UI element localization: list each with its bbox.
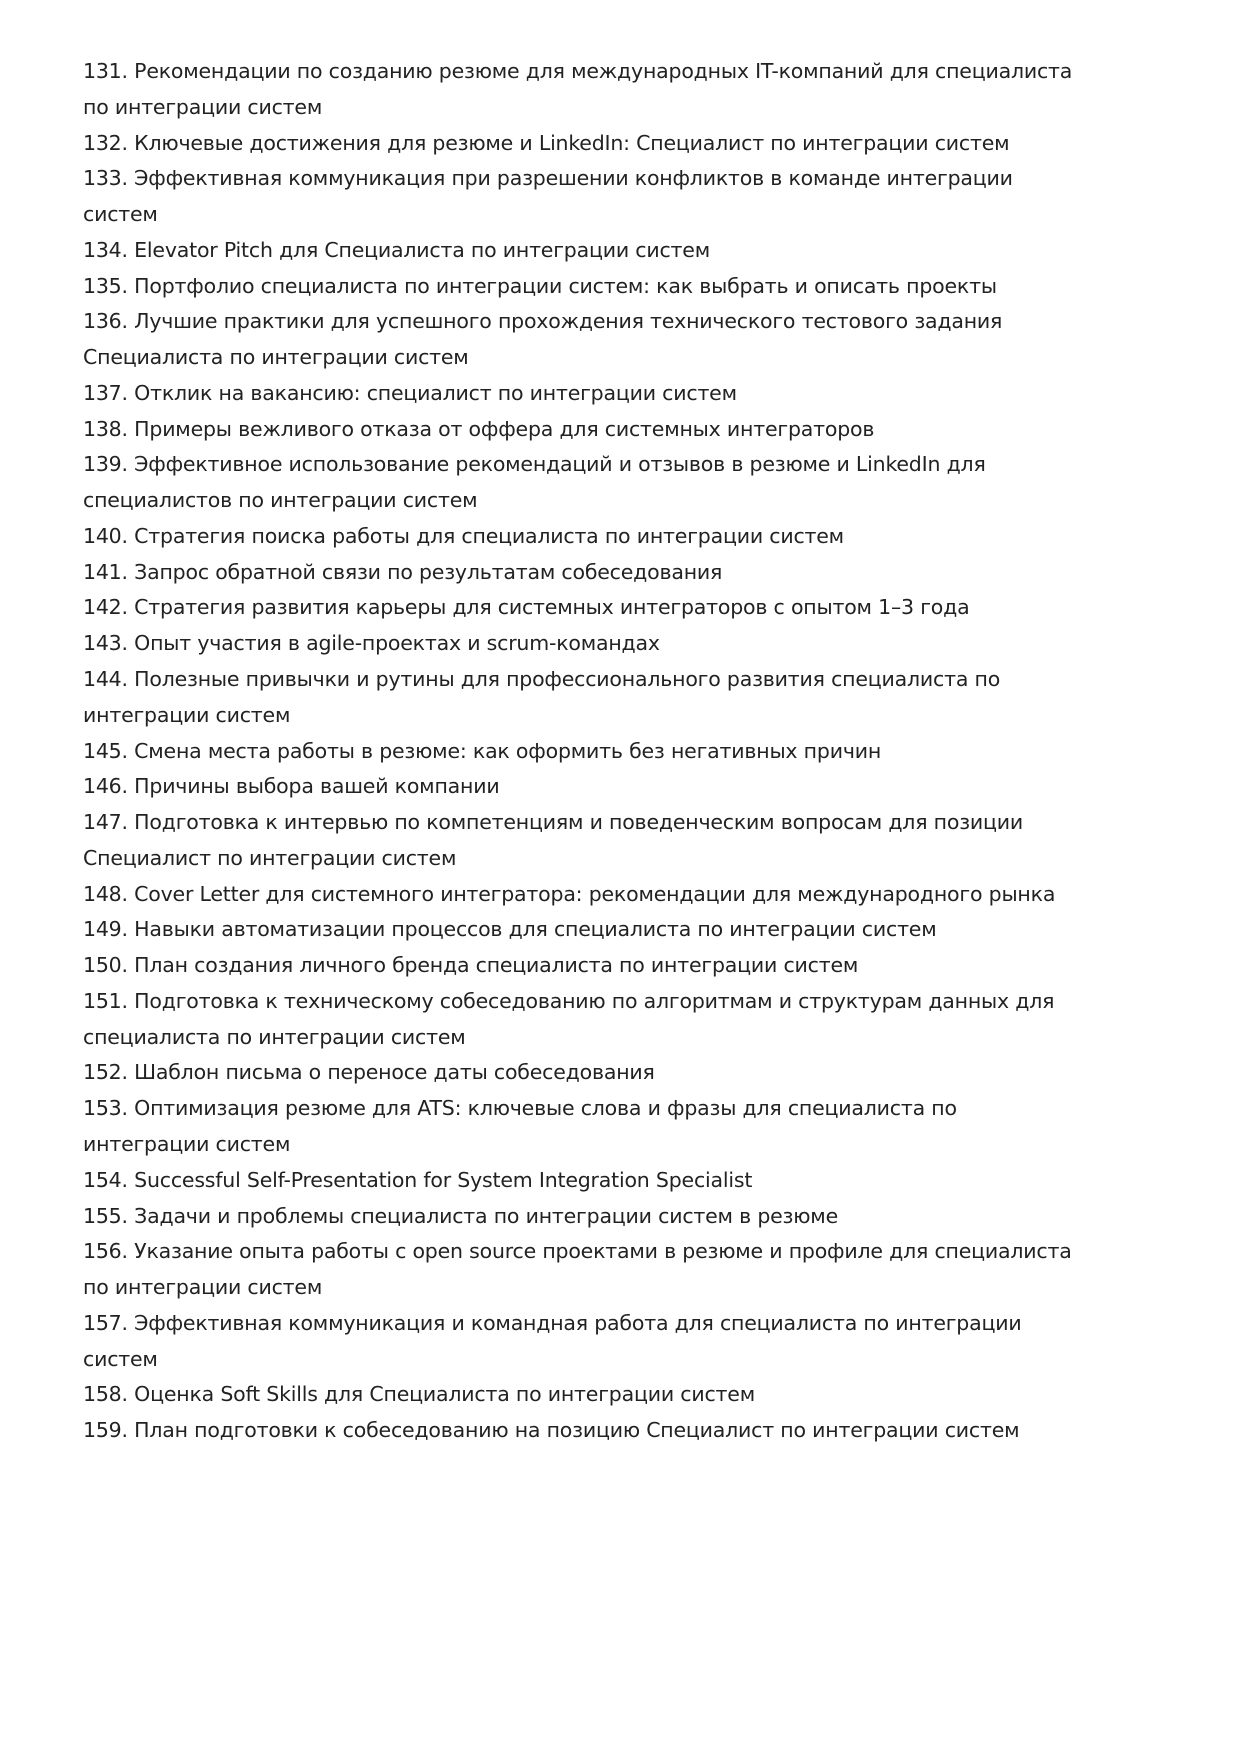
list-item (83, 769, 1183, 805)
list-item-line: 149. Навыки автоматизации процессов для специалиста по интеграции систем (83, 917, 937, 942)
list-item-line: 139. Эффективное использование рекомендаций и отзывов в резюме и LinkedIn для (83, 452, 986, 477)
list-item-line: 150. План создания личного бренда специалиста по интеграции систем (83, 953, 859, 978)
list-item (83, 984, 1183, 1056)
list-item-line: 145. Смена места работы в резюме: как оформить без негативных причин (83, 738, 882, 763)
list-item-line: 144. Полезные привычки и рутины для профессионального развития специалиста по (83, 667, 1001, 692)
list-item (83, 948, 1183, 984)
list-item-line: 131. Рекомендации по созданию резюме для международных IT-компаний для специалиста (83, 59, 1073, 83)
list-item (83, 1163, 1183, 1199)
list-item-line: 134. Elevator Pitch для Специалиста по интеграции систем (83, 237, 710, 262)
list-item-line: 136. Лучшие практики для успешного прохождения технического тестового задания (83, 309, 1003, 334)
list-item (83, 1234, 1183, 1306)
list-item (83, 662, 1183, 734)
list-item (83, 877, 1183, 913)
list-item-line: 133. Эффективная коммуникация при разрешении конфликтов в команде интеграции (83, 166, 1013, 191)
list-item-line: Специалиста по интеграции систем (83, 345, 469, 370)
list-item-line: 138. Примеры вежливого отказа от оффера для системных интеграторов (83, 416, 875, 441)
list-item-line: 137. Отклик на вакансию: специалист по интеграции систем (83, 380, 737, 405)
list-item-line: 142. Стратегия развития карьеры для системных интеграторов с опытом 1–3 года (83, 595, 970, 620)
list-item-line: 151. Подготовка к техническому собеседованию по алгоритмам и структурам данных для (83, 988, 1055, 1013)
list-item (83, 590, 1183, 626)
list-item-line: 152. Шаблон письма о переносе даты собеседования (83, 1060, 655, 1085)
list-item-line: 154. Successful Self-Presentation for System Integration Specialist (83, 1167, 753, 1192)
list-item (83, 805, 1183, 877)
list-item-line: 140. Стратегия поиска работы для специалиста по интеграции систем (83, 523, 844, 548)
list-item (83, 626, 1183, 662)
list-item (83, 161, 1183, 233)
list-item-line: интеграции систем (83, 702, 291, 727)
list-item-line: интеграции систем (83, 1131, 291, 1156)
list-item (83, 269, 1183, 305)
list-item (83, 447, 1183, 519)
list-item (83, 912, 1183, 948)
list-item (83, 54, 1183, 126)
list-item-line: 159. План подготовки к собеседованию на позицию Специалист по интеграции систем (83, 1418, 1020, 1443)
list-item (83, 1413, 1183, 1449)
list-item (83, 412, 1183, 448)
list-item-line: 157. Эффективная коммуникация и командная работа для специалиста по интеграции (83, 1310, 1022, 1335)
list-item (83, 1377, 1183, 1413)
list-item-line: 147. Подготовка к интервью по компетенциям и поведенческим вопросам для позиции (83, 810, 1024, 835)
list-item-line: 148. Cover Letter для системного интегратора: рекомендации для международного рынка (83, 881, 1056, 906)
list-item (83, 304, 1183, 376)
list-item (83, 1091, 1183, 1163)
list-item-line: 158. Оценка Soft Skills для Специалиста по интеграции систем (83, 1382, 755, 1407)
list-item-line: специалиста по интеграции систем (83, 1024, 466, 1049)
list-item (83, 555, 1183, 591)
list-item (83, 1055, 1183, 1091)
list-item-line: по интеграции систем (83, 1275, 323, 1300)
list-item-line: специалистов по интеграции систем (83, 488, 478, 513)
list-item-line: 155. Задачи и проблемы специалиста по интеграции систем в резюме (83, 1203, 838, 1228)
list-item-line: 156. Указание опыта работы с open source проектами в резюме и профиле для специалиста (83, 1239, 1072, 1264)
list-item-line: 135. Портфолио специалиста по интеграции систем: как выбрать и описать проекты (83, 273, 997, 298)
list-item (83, 376, 1183, 412)
list-item (83, 1306, 1183, 1378)
list-item-line: Специалист по интеграции систем (83, 845, 457, 870)
list-item-line: 146. Причины выбора вашей компании (83, 774, 500, 799)
list-item-line: систем (83, 202, 158, 227)
list-item (83, 126, 1183, 162)
list-item (83, 519, 1183, 555)
list-item (83, 1199, 1183, 1235)
list-item-line: 143. Опыт участия в agile-проектах и scrum-командах (83, 631, 660, 656)
list-item (83, 734, 1183, 770)
list-item-line: по интеграции систем (83, 94, 323, 119)
list-item-line: 132. Ключевые достижения для резюме и LinkedIn: Специалист по интеграции систем (83, 130, 1010, 155)
list-item-line: 141. Запрос обратной связи по результатам собеседования (83, 559, 723, 584)
list-item-line: 153. Оптимизация резюме для ATS: ключевые слова и фразы для специалиста по (83, 1096, 957, 1121)
list-item-line: систем (83, 1346, 158, 1371)
list-item (83, 233, 1183, 269)
numbered-topic-list (83, 54, 1183, 1449)
